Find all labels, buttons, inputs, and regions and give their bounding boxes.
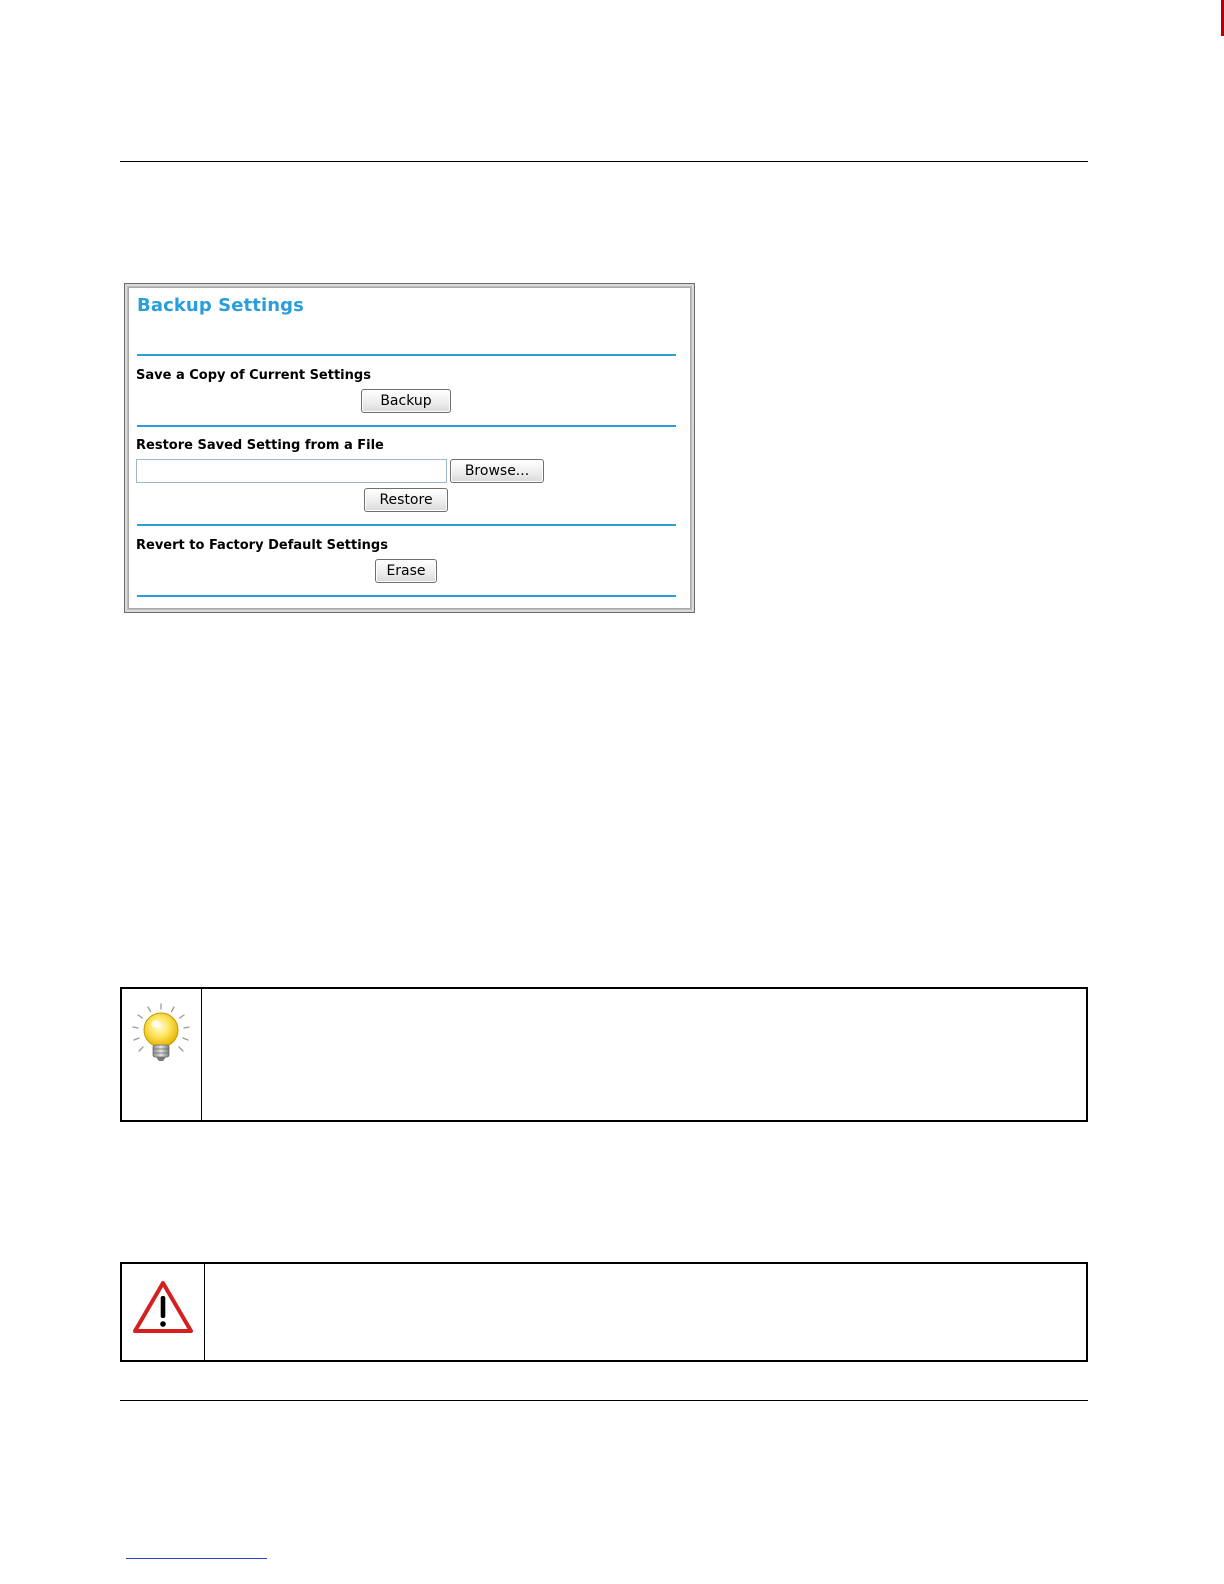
header-rule <box>120 161 1088 162</box>
warning-icon-cell <box>122 1264 205 1360</box>
separator-line <box>137 354 676 356</box>
separator-line <box>137 524 676 526</box>
tip-icon-cell <box>122 989 202 1120</box>
separator-line <box>137 595 676 597</box>
restore-file-input[interactable] <box>136 459 447 483</box>
light-bulb-icon <box>128 1003 194 1063</box>
restore-button[interactable]: Restore <box>364 488 448 512</box>
footer-rule <box>120 1400 1088 1401</box>
browse-button[interactable]: Browse... <box>450 459 544 483</box>
restore-section-label: Restore Saved Setting from a File <box>136 438 384 453</box>
warning-box <box>120 1262 1088 1362</box>
backup-button[interactable]: Backup <box>361 389 451 413</box>
warning-triangle-icon <box>132 1280 194 1334</box>
backup-settings-panel <box>124 283 695 613</box>
erase-button[interactable]: Erase <box>375 559 437 583</box>
panel-title: Backup Settings <box>137 295 304 316</box>
factory-section-label: Revert to Factory Default Settings <box>136 538 388 553</box>
tip-box <box>120 987 1088 1122</box>
footer-link-underline[interactable] <box>126 1558 267 1559</box>
separator-line <box>137 425 676 427</box>
backup-section-label: Save a Copy of Current Settings <box>136 368 371 383</box>
